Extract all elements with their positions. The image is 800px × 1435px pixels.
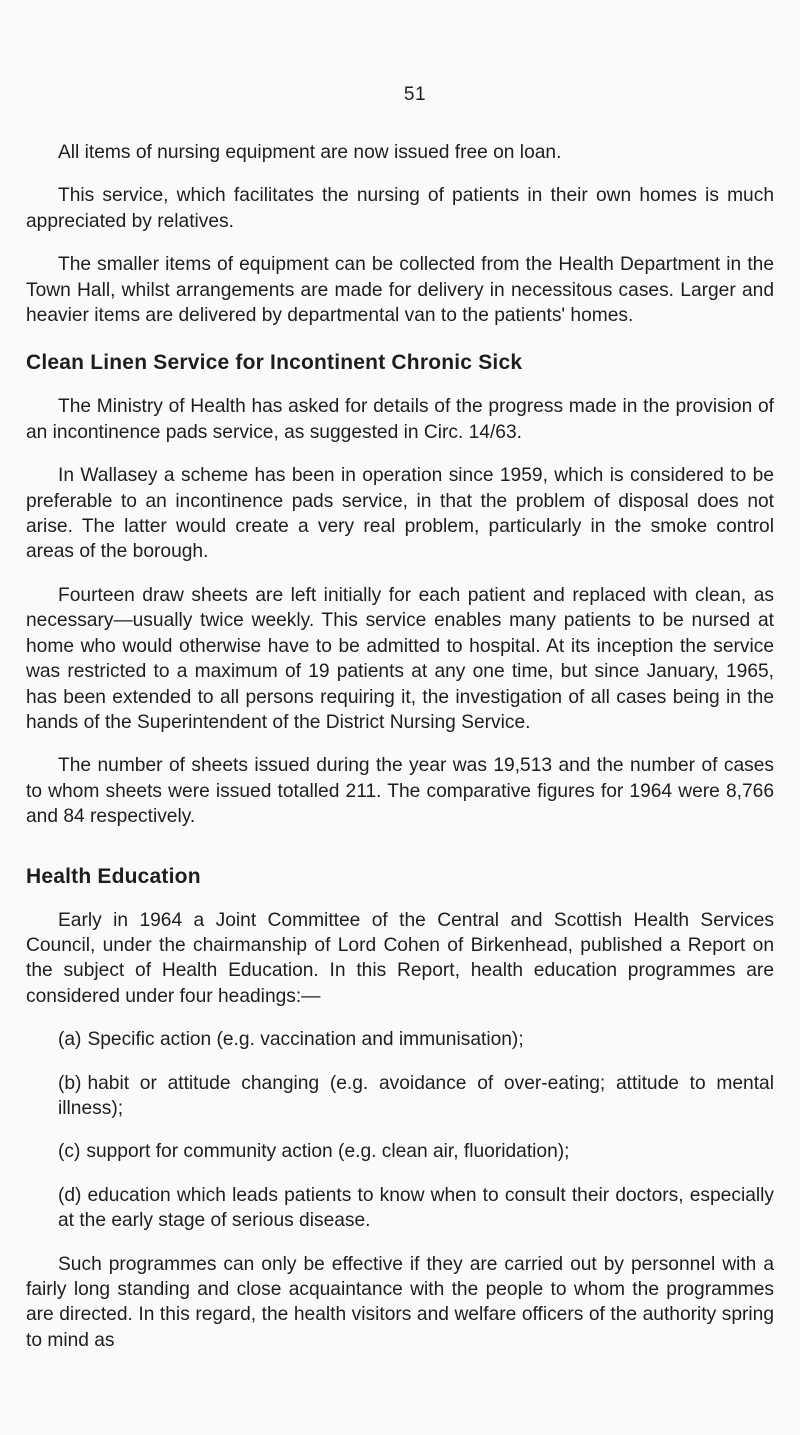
- list-text-d: education which leads patients to know when to consult their doctors, especially at the early stage of serious disease.: [58, 1184, 774, 1232]
- section-heading-clean-linen: Clean Linen Service for Incontinent Chronic Sick: [26, 351, 523, 375]
- paragraph-service-appreciated: This service, which facilitates the nursing of patients in their own homes is much appreciated by relatives.: [26, 185, 774, 232]
- paragraph-wallasey-scheme: In Wallasey a scheme has been in operation since 1959, which is considered to be preferable to an incontinence pads service, in that the problem of disposal does not arise. The latter would create a very real problem, particularly in the smoke control areas of the borough.: [26, 465, 774, 563]
- paragraph-ministry-request: The Ministry of Health has asked for details of the progress made in the provision of an incontinence pads service, as suggested in Circ. 14/63.: [26, 396, 774, 443]
- list-item-b: [26, 1071, 774, 1122]
- document-body: [26, 140, 774, 1353]
- list-item-c: [26, 1139, 774, 1164]
- paragraph-joint-committee: Early in 1964 a Joint Committee of the Central and Scottish Health Services Council, under the chairmanship of Lord Cohen of Birkenhead, published a Report on the subject of Health Education. In this Report, health education programmes are considered under four headings:—: [26, 909, 774, 1007]
- paragraph-nursing-equipment: All items of nursing equipment are now issued free on loan.: [58, 142, 562, 163]
- list-text-b: habit or attitude changing (e.g. avoidance of over-eating; attitude to mental illness);: [58, 1072, 774, 1119]
- paragraph-equipment-collection: The smaller items of equipment can be collected from the Health Department in the Town Hall, whilst arrangements are made for delivery in necessitous cases. Larger and heavier items are delivered by departmental van to the patients' homes.: [26, 254, 774, 327]
- paragraph-draw-sheets: Fourteen draw sheets are left initially for each patient and replaced with clean, as necessary—usually twice weekly. This service enables many patients to be nursed at home who would otherwise have to be admitted to hospital. At its inception the service was restricted to a maximum of 19 patients at any one time, but since January, 1965, has been extended to all persons requiring it, the investigation of all cases being in the hands of the Superintendent of the District Nursing Service.: [26, 584, 774, 733]
- list-text-a: Specific action (e.g. vaccination and immunisation);: [87, 1029, 524, 1051]
- page-number: 51: [403, 84, 427, 105]
- section-heading-health-education: Health Education: [26, 864, 201, 888]
- list-item-a: [26, 1027, 774, 1052]
- paragraph-programmes-effective: Such programmes can only be effective if they are carried out by personnel with a fairly long standing and close acquaintance with the people to whom the programmes are directed. In this regard, the health visitors and welfare officers of the authority spring to mind as: [26, 1253, 774, 1351]
- list-item-d: [26, 1183, 774, 1234]
- list-label-a: (a): [58, 1029, 82, 1051]
- list-label-b: (b): [58, 1072, 82, 1094]
- list-label-d: (d): [58, 1184, 82, 1206]
- list-label-c: (c): [58, 1141, 81, 1163]
- list-text-c: support for community action (e.g. clean air, fluoridation);: [86, 1141, 570, 1163]
- paragraph-sheet-figures: The number of sheets issued during the year was 19,513 and the number of cases to whom sheets were issued totalled 211. The comparative figures for 1964 were 8,766 and 84 respectively.: [26, 755, 774, 828]
